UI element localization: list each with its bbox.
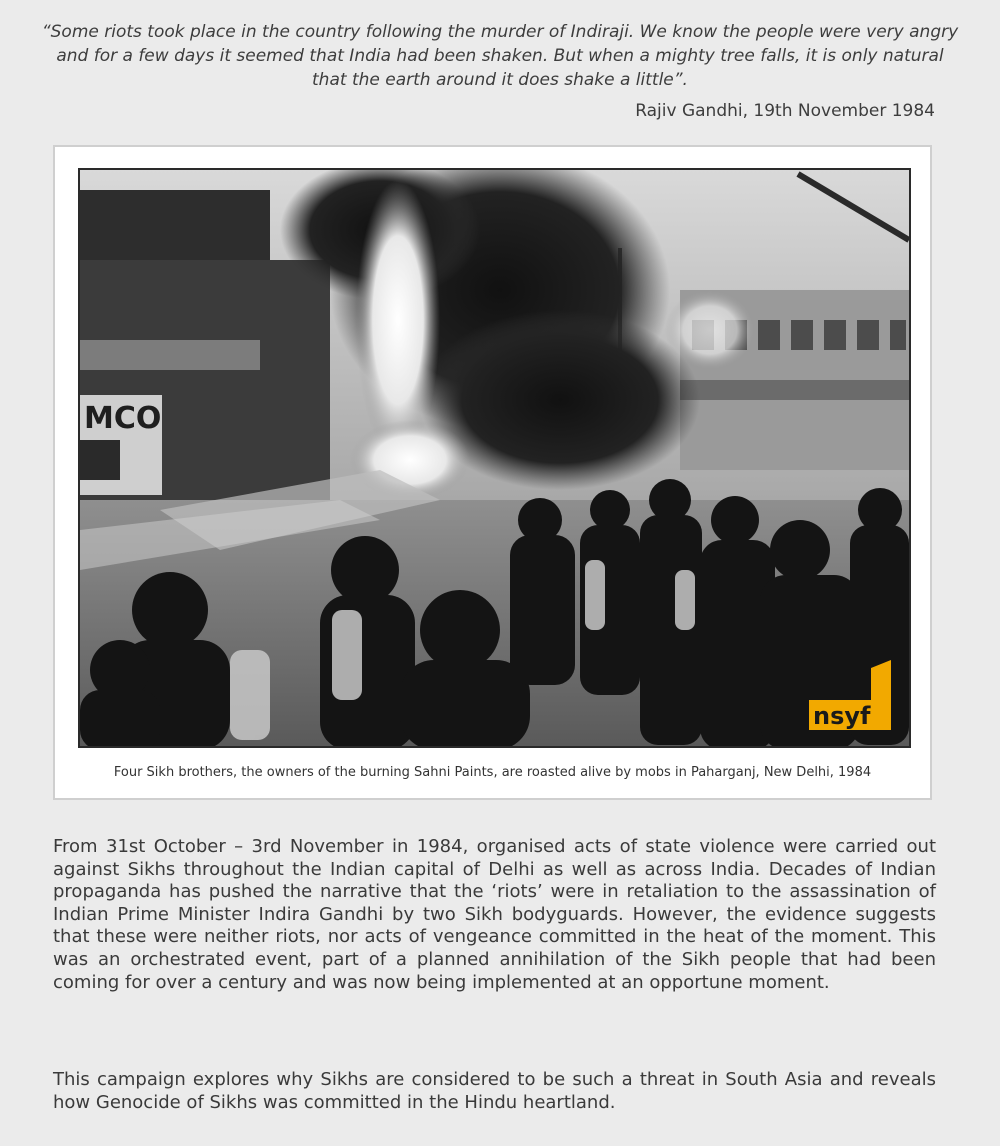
riot-photo bbox=[78, 168, 911, 748]
quote-attribution: Rajiv Gandhi, 19th November 1984 bbox=[635, 101, 935, 121]
nsyf-logo-text: nsyf bbox=[813, 702, 871, 730]
shop-sign-text: MCO bbox=[84, 401, 162, 436]
body-paragraph-2: This campaign explores why Sikhs are considered to be such a threat in South Asia and reveals how Genocide of Sikhs was committed in the Hindu heartland. bbox=[53, 1069, 936, 1113]
body-paragraph-1: From 31st October – 3rd November in 1984, organised acts of state violence were carried out against Sikhs throughout the Indian capital of Delhi as well as across India. Decades of Indian propaganda has pushed the narrative that the ‘riots’ were in retaliation to the assassination of Indian Prime Minister Indira Gandhi by two Sikh bodyguards. However, the evidence suggests that these were neither riots, nor acts of vengeance committed in the heat of the moment. This was an orchestrated event, part of a planned annihilation of the Sikh people that had been coming for over a century and was now being implemented at an opportune moment. bbox=[53, 836, 936, 993]
nsyf-logo-mark bbox=[809, 660, 895, 732]
photo-caption: Four Sikh brothers, the owners of the burning Sahni Paints, are roasted alive by mobs in Paharganj, New Delhi, 1984 bbox=[113, 765, 872, 780]
nsyf-logo bbox=[809, 660, 895, 732]
riot-scene-illustration bbox=[80, 170, 909, 746]
quote-text: “Some riots took place in the country following the murder of Indiraji. We know the people were very angry and for a few days it seemed that India had been shaken. But when a mighty tree falls, it is only natural that the earth around it does shake a little”. bbox=[41, 22, 959, 90]
photo-frame bbox=[53, 145, 932, 800]
